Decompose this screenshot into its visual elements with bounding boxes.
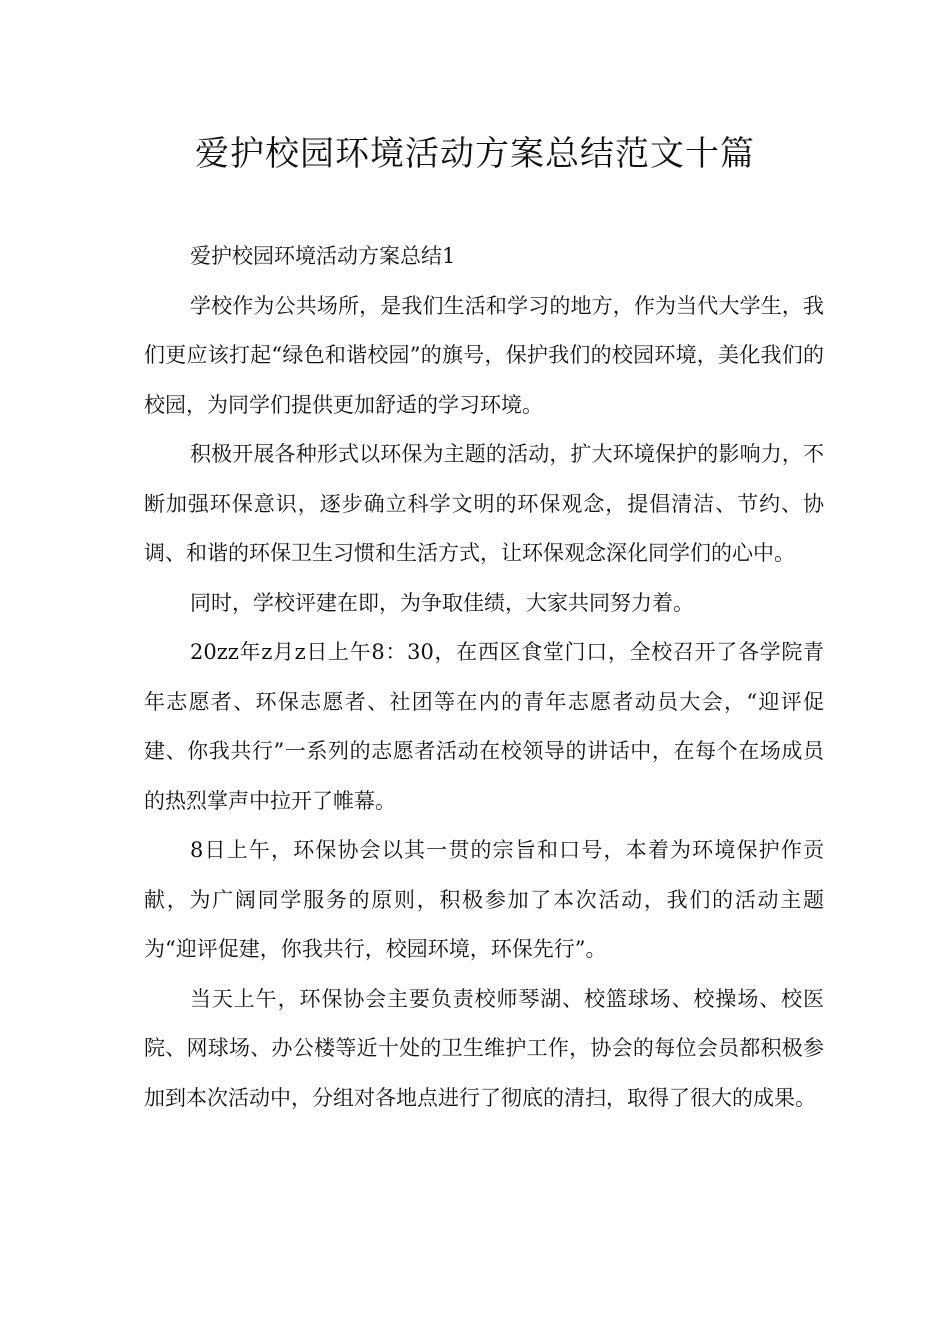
paragraph-5: 8日上午，环保协会以其一贯的宗旨和口号，本着为环境保护作贡献，为广阔同学服务的原则，积极参加了本次活动，我们的活动主题为“迎评促建，你我共行，校园环境，环保先行”。 — [144, 838, 824, 961]
document-title: 爱护校园环境活动方案总结范文十篇 — [195, 134, 755, 174]
section-heading: 爱护校园环境活动方案总结1 — [190, 244, 456, 268]
paragraph-1: 学校作为公共场所，是我们生活和学习的地方，作为当代大学生，我们更应该打起“绿色和谐校园”的旗号，保护我们的校园环境，美化我们的校园，为同学们提供更加舒适的学习环境。 — [144, 293, 824, 417]
document-body — [144, 232, 824, 1123]
paragraph-6: 当天上午，环保协会主要负责校师琴湖、校篮球场、校操场、校医院、网球场、办公楼等近十处的卫生维护工作，协会的每位会员都积极参加到本次活动中，分组对各地点进行了彻底的清扫，取得了很大的成果。 — [144, 986, 824, 1110]
paragraph-2: 积极开展各种形式以环保为主题的活动，扩大环境保护的影响力，不断加强环保意识，逐步确立科学文明的环保观念，提倡清洁、节约、协调、和谐的环保卫生习惯和生活方式，让环保观念深化同学们的心中。 — [144, 442, 824, 565]
paragraph-3: 同时，学校评建在即，为争取佳绩，大家共同努力着。 — [190, 590, 694, 615]
paragraph-4: 20zz年z月z日上午8：30，在西区食堂门口，全校召开了各学院青年志愿者、环保志愿者、社团等在内的青年志愿者动员大会，“迎评促建、你我共行”一系列的志愿者活动在校领导的讲话中，在每个在场成员的热烈掌声中拉开了帷幕。 — [144, 640, 824, 813]
